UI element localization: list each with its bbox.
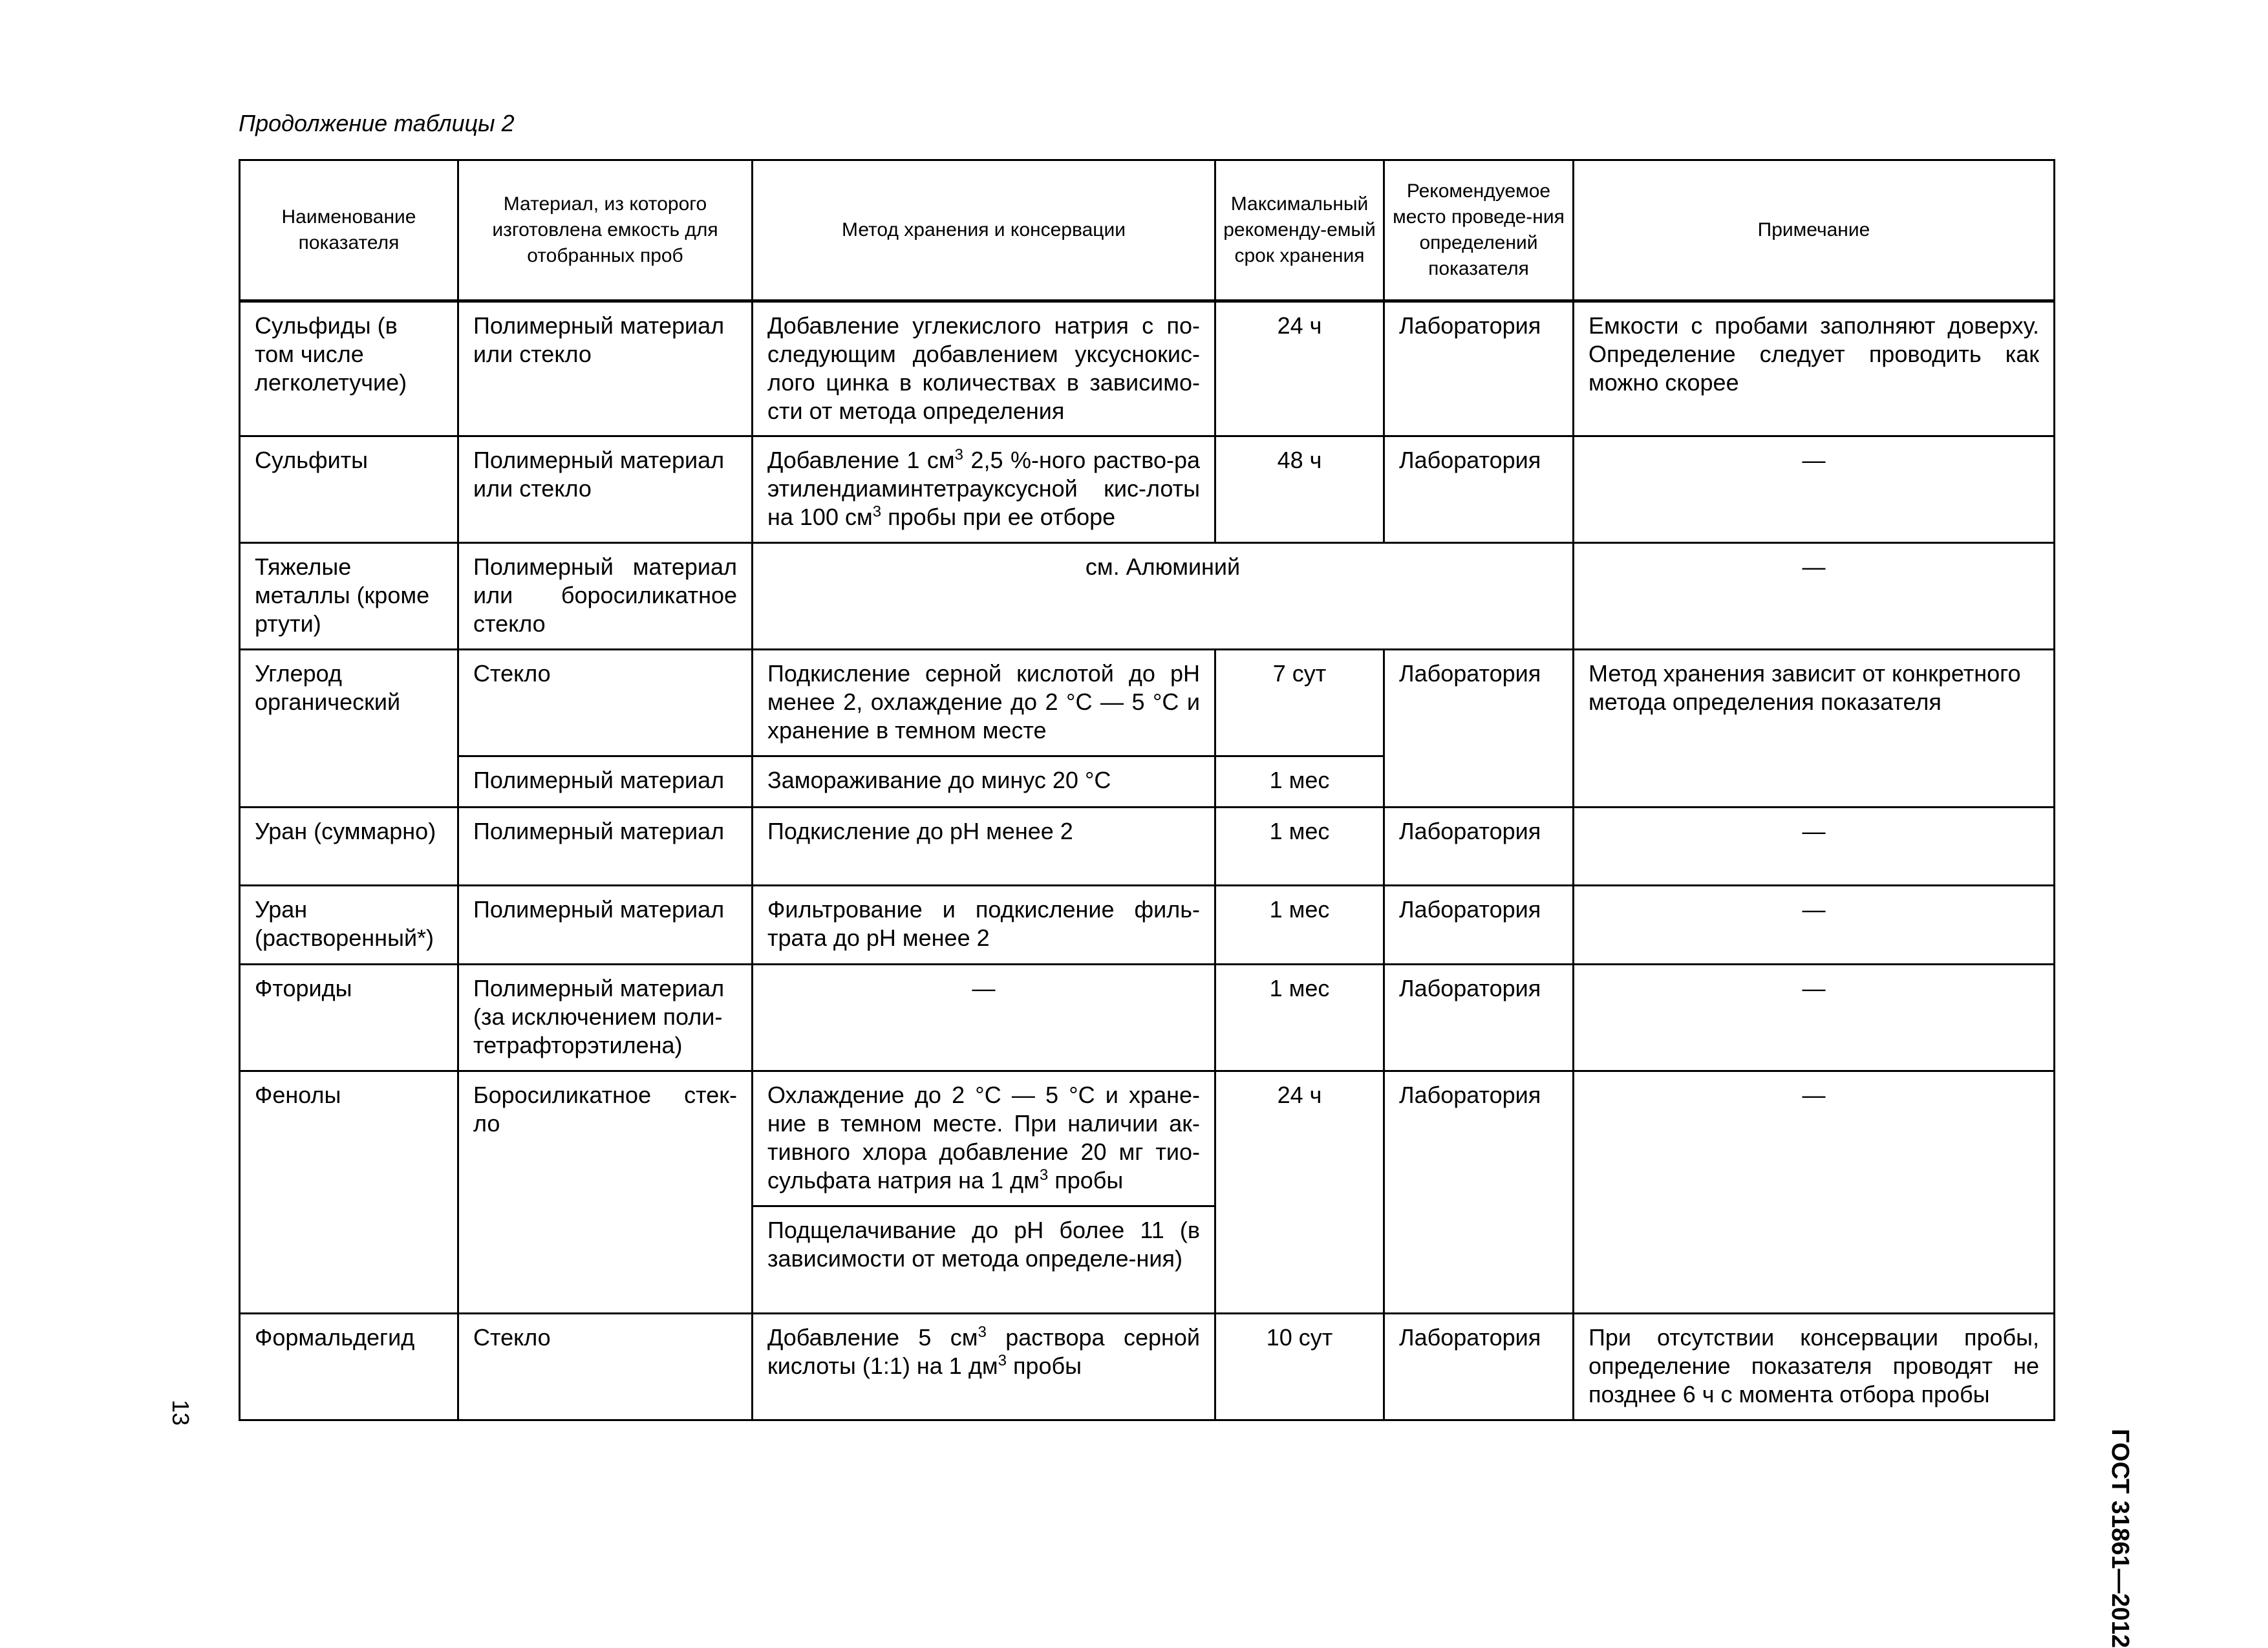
cell-name: Сульфиды (в том числе легколетучие) <box>240 301 458 436</box>
cell-name: Уран (растворенный*) <box>240 886 458 965</box>
cell-place: Лаборатория <box>1384 650 1574 808</box>
cell-material: Боросиликатное стек-ло <box>458 1071 753 1314</box>
cell-method: Подкисление до pH менее 2 <box>753 808 1215 886</box>
cell-term: 48 ч <box>1215 436 1384 543</box>
cell-note: При отсутствии консервации пробы, определение показателя проводят не позднее 6 ч с момента отбора пробы <box>1574 1314 2055 1420</box>
cell-material: Полимерный материал или боросиликатное стекло <box>458 543 753 650</box>
table-caption: Продолжение таблицы 2 <box>239 110 515 136</box>
method-text: 2,5 %-ного раство-ра этилендиаминтетрауксусной кис-лоты на 100 см <box>767 447 1201 530</box>
table-row <box>240 1314 2055 1420</box>
cell-name: Фенолы <box>240 1071 458 1314</box>
cell-name: Углерод органический <box>240 650 458 808</box>
cell-method: Подкисление серной кислотой до pH менее 2, охлаждение до 2 °С — 5 °С и хранение в темном месте <box>753 650 1215 756</box>
method-text: Охлаждение до 2 °С — 5 °С и хране-ние в темном месте. При наличии ак-тивного хлора добавление 20 мг тио-сульфата натрия на 1 дм <box>767 1082 1200 1193</box>
cell-term: 24 ч <box>1215 301 1384 436</box>
method-text: пробы <box>1006 1353 1082 1379</box>
cell-note: — <box>1574 886 2055 965</box>
table-row <box>240 886 2055 965</box>
table-row <box>240 650 2055 756</box>
cell-method: см. Алюминий <box>753 543 1574 650</box>
cell-method <box>753 1071 1215 1206</box>
storage-table <box>239 159 2055 1421</box>
cell-note: — <box>1574 1071 2055 1314</box>
method-text: Добавление 5 см <box>767 1324 978 1351</box>
table-header-row <box>240 160 2055 301</box>
header-name: Наименование показателя <box>240 160 458 301</box>
cell-note: — <box>1574 543 2055 650</box>
header-note: Примечание <box>1574 160 2055 301</box>
cell-material: Полимерный материал или стекло <box>458 436 753 543</box>
header-method: Метод хранения и консервации <box>753 160 1215 301</box>
cell-method: Подщелачивание до pH более 11 (в зависимости от метода определе-ния) <box>753 1206 1215 1314</box>
header-place: Рекомендуемое место проведе-ния определений показателя <box>1384 160 1574 301</box>
cell-name: Сульфиты <box>240 436 458 543</box>
cell-method: Добавление углекислого натрия с по-следующим добавлением уксуснокис-лого цинка в количествах в зависимо-сти от метода определения <box>753 301 1215 436</box>
cell-name: Формальдегид <box>240 1314 458 1420</box>
cell-term: 24 ч <box>1215 1071 1384 1314</box>
cell-material: Стекло <box>458 1314 753 1420</box>
cell-note: Метод хранения зависит от конкретного метода определения показателя <box>1574 650 2055 808</box>
cell-note: — <box>1574 436 2055 543</box>
cell-material: Полимерный материал или стекло <box>458 301 753 436</box>
cell-name: Тяжелые металлы (кроме ртути) <box>240 543 458 650</box>
superscript: 3 <box>978 1323 987 1341</box>
cell-place: Лаборатория <box>1384 808 1574 886</box>
cell-term: 1 мес <box>1215 808 1384 886</box>
table-row <box>240 1071 2055 1206</box>
superscript: 3 <box>954 446 964 464</box>
superscript: 3 <box>1039 1166 1049 1184</box>
cell-method <box>753 436 1215 543</box>
cell-place: Лаборатория <box>1384 301 1574 436</box>
cell-note: — <box>1574 965 2055 1071</box>
cell-material: Полимерный материал <box>458 756 753 808</box>
superscript: 3 <box>998 1352 1007 1369</box>
cell-method: Замораживание до минус 20 °С <box>753 756 1215 808</box>
method-text: пробы <box>1048 1167 1124 1193</box>
table-row <box>240 808 2055 886</box>
cell-material: Полимерный материал <box>458 886 753 965</box>
cell-name: Уран (суммарно) <box>240 808 458 886</box>
standard-designation: ГОСТ 31861—2012 <box>2106 1429 2134 1648</box>
cell-material: Полимерный материал <box>458 808 753 886</box>
cell-name: Фториды <box>240 965 458 1071</box>
superscript: 3 <box>872 503 882 520</box>
cell-term: 7 сут <box>1215 650 1384 756</box>
cell-term: 10 сут <box>1215 1314 1384 1420</box>
cell-place: Лаборатория <box>1384 1071 1574 1314</box>
method-text: Добавление 1 см <box>767 447 955 473</box>
cell-method: — <box>753 965 1215 1071</box>
cell-note: — <box>1574 808 2055 886</box>
cell-place: Лаборатория <box>1384 965 1574 1071</box>
cell-place: Лаборатория <box>1384 886 1574 965</box>
cell-term: 1 мес <box>1215 886 1384 965</box>
cell-place: Лаборатория <box>1384 1314 1574 1420</box>
header-material: Материал, из которого изготовлена емкость для отобранных проб <box>458 160 753 301</box>
cell-note: Емкости с пробами заполняют доверху. Определение следует проводить как можно скорее <box>1574 301 2055 436</box>
table-row <box>240 543 2055 650</box>
method-text: пробы при ее отборе <box>881 504 1116 530</box>
cell-material: Полимерный материал (за исключением поли-тетрафторэтилена) <box>458 965 753 1071</box>
cell-material: Стекло <box>458 650 753 756</box>
header-term: Максимальный рекоменду-емый срок хранения <box>1215 160 1384 301</box>
table-row <box>240 965 2055 1071</box>
method-text: раствора серной кислоты (1:1) на 1 дм <box>767 1324 1200 1379</box>
cell-method <box>753 1314 1215 1420</box>
table-row <box>240 436 2055 543</box>
page-number: 13 <box>167 1400 194 1426</box>
table-row <box>240 301 2055 436</box>
cell-term: 1 мес <box>1215 756 1384 808</box>
cell-place: Лаборатория <box>1384 436 1574 543</box>
cell-term: 1 мес <box>1215 965 1384 1071</box>
cell-method: Фильтрование и подкисление филь-трата до pH менее 2 <box>753 886 1215 965</box>
